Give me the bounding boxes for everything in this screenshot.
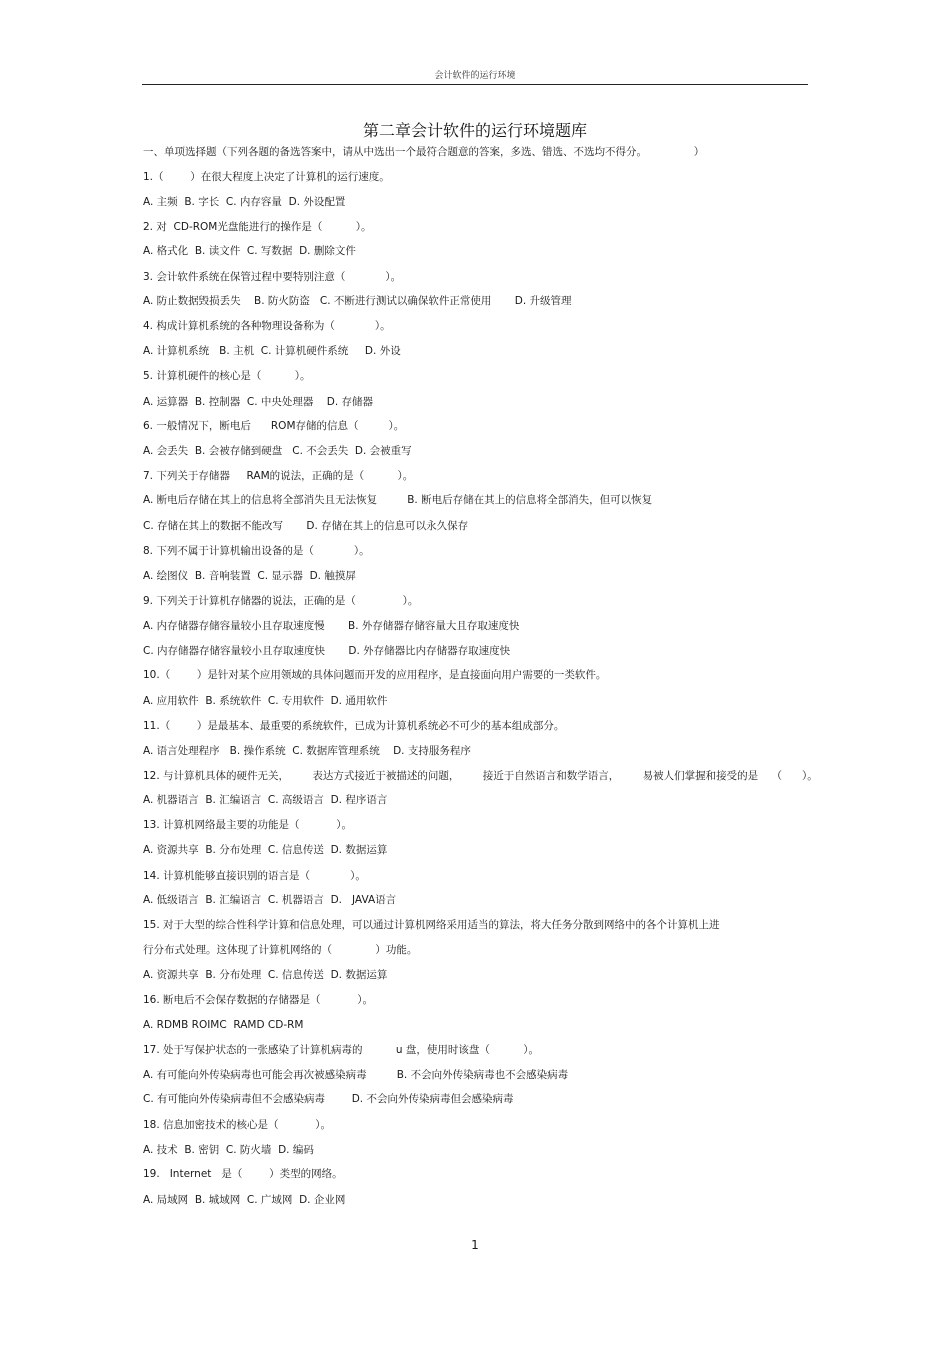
page-title: 第二章会计软件的运行环境题库 (362, 121, 587, 140)
question: 17. 处于写保护状态的一张感染了计算机病毒的 u 盘，使用时该盘（ ）。 (143, 1044, 540, 1056)
question: 12. 与计算机具体的硬件无关， 表达方式接近于被描述的问题， 接近于自然语言和数学语言， 易被人们掌握和接受的是 （ ）。 (143, 770, 818, 782)
options: A. 应用软件 B. 系统软件 C. 专用软件 D. 通用软件 (143, 695, 388, 707)
question: 4. 构成计算机系统的各种物理设备称为（ ）。 (143, 320, 391, 332)
options: A. 内存储器存储容量较小且存取速度慢 B. 外存储器存储容量大且存取速度快 (143, 620, 520, 632)
section-heading: 一、单项选择题（下列各题的备选答案中，请从中选出一个最符合题意的答案，多选、错选、不选均不得分。 ） (143, 146, 705, 158)
options: A. 运算器 B. 控制器 C. 中央处理器 D. 存储器 (143, 396, 374, 408)
question: 13. 计算机网络最主要的功能是（ ）。 (143, 819, 352, 831)
options: A. 资源共享 B. 分布处理 C. 信息传送 D. 数据运算 (143, 969, 388, 981)
question: 6. 一般情况下，断电后 ROM存储的信息（ ）。 (143, 420, 405, 432)
question: 10.（ ）是针对某个应用领域的具体问题而开发的应用程序，是直接面向用户需要的一类软件。 (143, 669, 607, 681)
options: A. 机器语言 B. 汇编语言 C. 高级语言 D. 程序语言 (143, 794, 388, 806)
options: A. 低级语言 B. 汇编语言 C. 机器语言 D. JAVA语言 (143, 894, 397, 906)
question: 3. 会计软件系统在保管过程中要特别注意（ ）。 (143, 271, 402, 283)
options: A. 主频 B. 字长 C. 内存容量 D. 外设配置 (143, 196, 346, 208)
options: A. RDMB ROIMC RAMD CD-RM (143, 1019, 304, 1031)
options: A. 格式化 B. 读文件 C. 写数据 D. 删除文件 (143, 245, 356, 257)
options: A. 计算机系统 B. 主机 C. 计算机硬件系统 D. 外设 (143, 345, 401, 357)
options: A. 防止数据毁损丢失 B. 防火防盗 C. 不断进行测试以确保软件正常使用 D. 升级管理 (143, 295, 572, 307)
options: A. 绘图仪 B. 音响装置 C. 显示器 D. 触摸屏 (143, 570, 356, 582)
question: 15. 对于大型的综合性科学计算和信息处理，可以通过计算机网络采用适当的算法，将大任务分散到网络中的各个计算机上进 (143, 919, 720, 931)
options: A. 资源共享 B. 分布处理 C. 信息传送 D. 数据运算 (143, 844, 388, 856)
options: A. 技术 B. 密钥 C. 防火墙 D. 编码 (143, 1144, 314, 1156)
question: 1.（ ）在很大程度上决定了计算机的运行速度。 (143, 171, 390, 183)
header-rule (142, 84, 808, 85)
question: 5. 计算机硬件的核心是（ ）。 (143, 370, 311, 382)
options: A. 有可能向外传染病毒也可能会再次被感染病毒 B. 不会向外传染病毒也不会感染病毒 (143, 1069, 569, 1081)
options: C. 存储在其上的数据不能改写 D. 存储在其上的信息可以永久保存 (143, 520, 469, 532)
question: 19. Internet 是（ ）类型的网络。 (143, 1168, 343, 1180)
running-header: 会计软件的运行环境 (434, 71, 516, 81)
options: A. 会丢失 B. 会被存储到硬盘 C. 不会丢失 D. 会被重写 (143, 445, 412, 457)
options: A. 局域网 B. 城域网 C. 广域网 D. 企业网 (143, 1194, 346, 1206)
question-continued: 行分布式处理。这体现了计算机网络的（ ）功能。 (143, 944, 418, 956)
options: A. 语言处理程序 B. 操作系统 C. 数据库管理系统 D. 支持服务程序 (143, 745, 471, 757)
options: C. 内存储器存储容量较小且存取速度快 D. 外存储器比内存储器存取速度快 (143, 645, 511, 657)
question: 2. 对 CD-ROM光盘能进行的操作是（ ）。 (143, 221, 372, 233)
question: 14. 计算机能够直接识别的语言是（ ）。 (143, 870, 366, 882)
question: 7. 下列关于存储器 RAM的说法，正确的是（ ）。 (143, 470, 414, 482)
question: 11.（ ）是最基本、最重要的系统软件，已成为计算机系统必不可少的基本组成部分。 (143, 720, 565, 732)
options: C. 有可能向外传染病毒但不会感染病毒 D. 不会向外传染病毒但会感染病毒 (143, 1093, 514, 1105)
page-number: 1 (471, 1238, 479, 1252)
question: 18. 信息加密技术的核心是（ ）。 (143, 1119, 331, 1131)
question: 16. 断电后不会保存数据的存储器是（ ）。 (143, 994, 373, 1006)
options: A. 断电后存储在其上的信息将全部消失且无法恢复 B. 断电后存储在其上的信息将全部消失，但可以恢复 (143, 494, 653, 506)
question: 8. 下列不属于计算机输出设备的是（ ）。 (143, 545, 370, 557)
question: 9. 下列关于计算机存储器的说法，正确的是（ ）。 (143, 595, 419, 607)
